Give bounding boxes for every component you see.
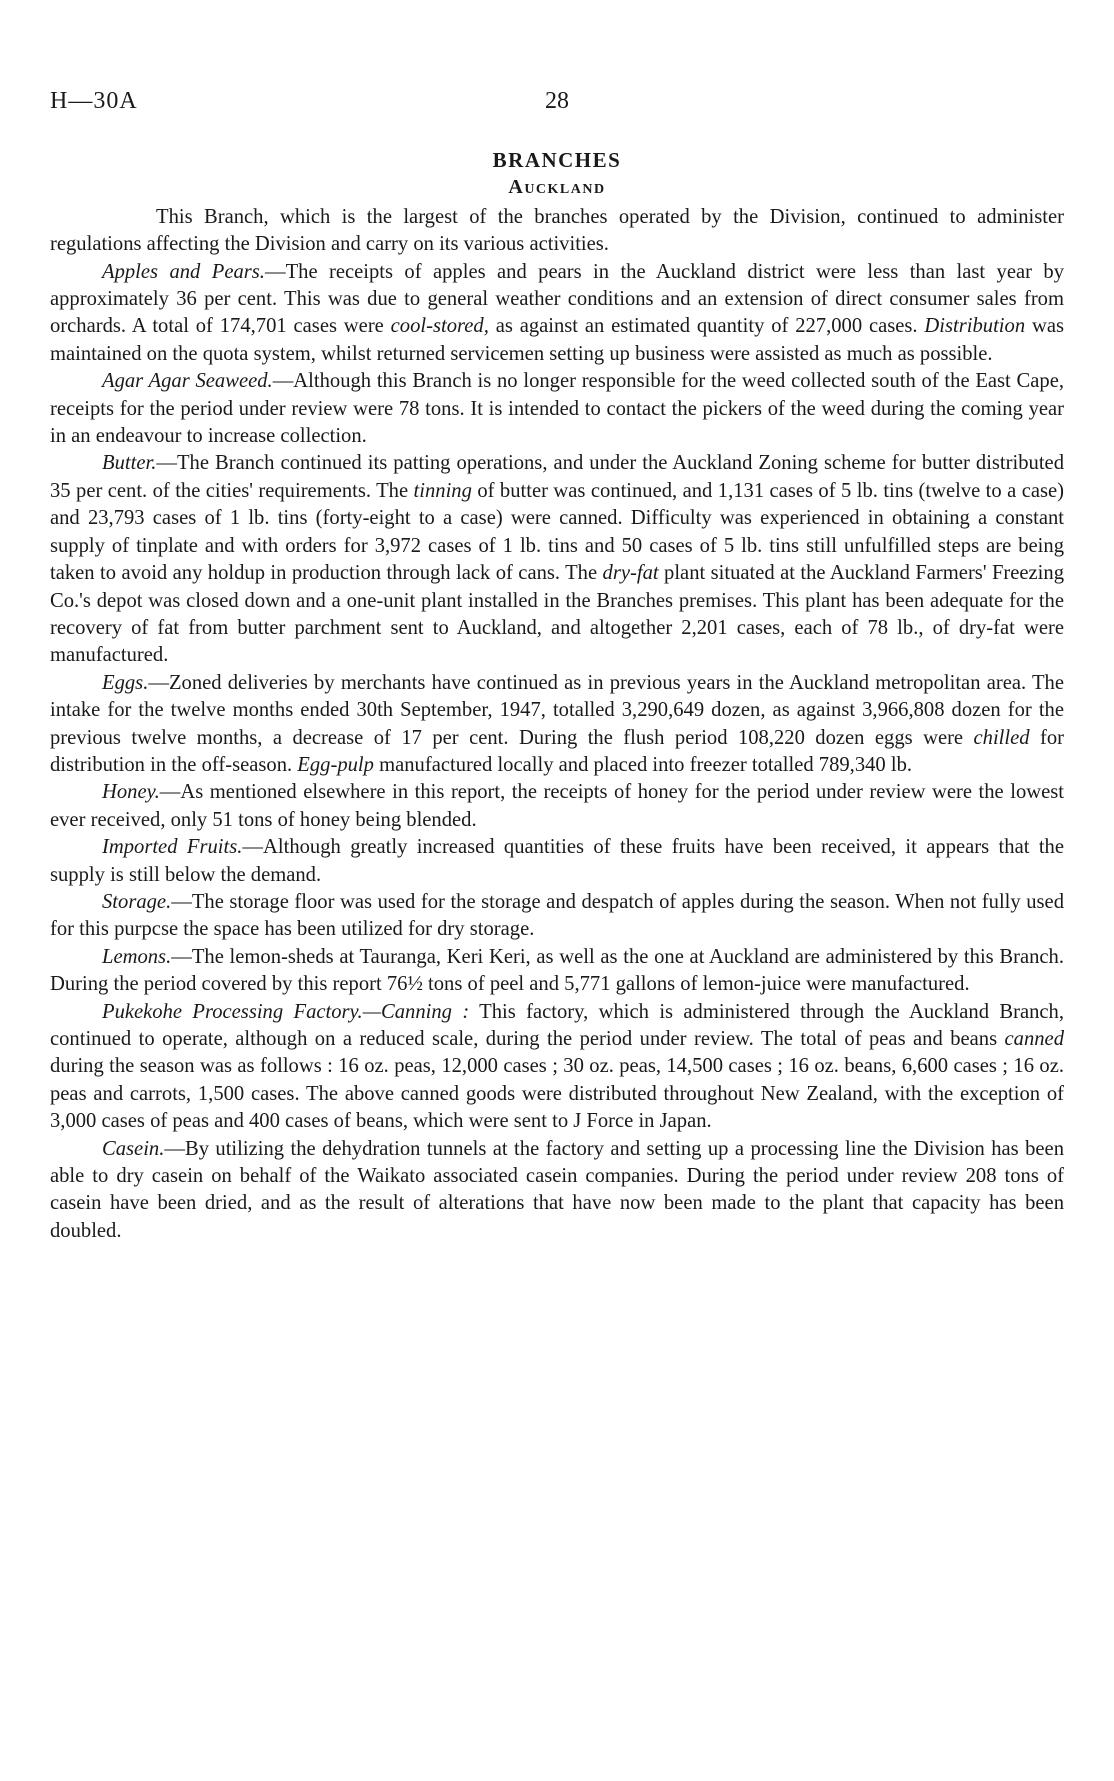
heading-butter: Butter. [102, 452, 157, 475]
page-number: 28 [545, 88, 569, 114]
section-title: BRANCHES [492, 148, 622, 172]
document-body [50, 147, 1064, 1245]
butter-text-3: plant situated at the Auckland Farmers' Freezing Co.'s depot was closed down and a one-unit plant installed in the Branches premises. This plant has been adequate for the recovery of fat from butter parchment sent to Auckland, and altogether 2,201 cases, each of 78 lb., of dry-fat were manufactured. [50, 562, 1064, 667]
heading-lemons: Lemons. [102, 945, 172, 968]
paragraph-intro: This Branch, which is the largest of the branches operated by the Division, continued to administer regulations affecting the Division and carry on its various activities. [50, 205, 1064, 256]
paragraph-pukekohe [50, 999, 1064, 1136]
butter-italic-2: dry-fat [602, 562, 659, 585]
heading-honey: Honey. [102, 781, 160, 804]
lemons-fraction: 76½ [386, 973, 423, 996]
heading-casein: Casein. [102, 1137, 165, 1160]
heading-agar: Agar Agar Seaweed. [102, 370, 273, 393]
storage-text: —The storage floor was used for the storage and despatch of apples during the season. When not fully used for this purpcse the space has been utilized for dry storage. [50, 890, 1064, 941]
butter-text-2: of butter was continued, and 1,131 cases of 5 lb. tins (twelve to a case) and 23,793 cases of 1 lb. tins (forty-eight to a case) were canned. Difficulty was experienced in obtaining a constant supply of tinplate and with orders for 3,972 cases of 1 lb. tins and 50 cases of 5 lb. tins still unfulfilled steps are being taken to avoid any holdup in production through lack of cans. The [50, 479, 1064, 585]
apples-text-3: was maintained on the quota system, whilst returned servicemen setting up business were assisted as much as possible. [50, 315, 1064, 365]
paragraph-storage [50, 889, 1064, 944]
apples-italic-2: Distribution [924, 315, 1026, 338]
paragraph-eggs [50, 670, 1064, 780]
lemons-text-2: tons of peel and 5,771 gallons of lemon-juice were manufactured. [422, 973, 970, 996]
pukekohe-italic-1: canned [1004, 1028, 1064, 1050]
subsection-title: Auckland [508, 176, 606, 199]
document-reference: H—30A [50, 88, 138, 114]
paragraph-apples [50, 259, 1064, 369]
eggs-italic-2: Egg-pulp [297, 753, 374, 776]
paragraph-agar [50, 368, 1064, 450]
paragraph-butter [50, 450, 1064, 669]
eggs-text-1: —Zoned deliveries by merchants have continued as in previous years in the Auckland metropolitan area. The intake for the twelve months ended 30th September, 1947, totalled 3,290,649 dozen, as against 3,966,808 dozen for the previous twelve months, a decrease of 17 per cent. During the flush period 108,220 dozen eggs were [50, 671, 1064, 749]
pukekohe-text-1: This factory, which is administered through the Auckland Branch, continued to operate, although on a reduced scale, during the period under review. The total of peas and beans [50, 1000, 1064, 1050]
heading-eggs: Eggs. [102, 671, 149, 694]
pukekohe-text-2: during the season was as follows : 16 oz. peas, 12,000 cases ; 30 oz. peas, 14,500 cases ; 16 oz. beans, 6,600 cases ; 16 oz. peas and carrots, 1,500 cases. The above canned goods were distributed throughout New Zealand, with the exception of 3,000 cases of peas and 400 cases of beans, which were sent to J Force in Japan. [50, 1055, 1064, 1133]
eggs-text-2: for distribution in the off-season. [50, 726, 1065, 776]
eggs-italic-1: chilled [973, 726, 1030, 749]
apples-text-2: as against an estimated quantity of 227,000 cases. [488, 315, 925, 338]
imported-fruits-text: —Although greatly increased quantities of these fruits have been received, it appears that the supply is still below the demand. [50, 836, 1064, 886]
page-header [50, 88, 1064, 118]
apples-text-1: —The receipts of apples and pears in the Auckland district were less than last year by approximately 36 per cent. This was due to general weather conditions and an extension of direct consumer sales from orchards. A total of 174,701 cases were [50, 260, 1065, 338]
apples-italic-1: cool-stored, [390, 315, 489, 338]
agar-text: —Although this Branch is no longer responsible for the weed collected south of the East Cape, receipts for the period under review were 78 tons. It is intended to contact the pickers of the weed during the coming year in an endeavour to increase collection. [50, 370, 1064, 448]
butter-italic-1: tinning [413, 479, 472, 502]
paragraph-casein [50, 1136, 1064, 1246]
heading-pukekohe: Pukekohe Processing Factory.—Canning : [102, 1000, 470, 1023]
paragraph-lemons [50, 944, 1064, 999]
paragraph-imported-fruits [50, 834, 1064, 889]
heading-storage: Storage. [102, 890, 172, 913]
butter-text-1: —The Branch continued its patting operations, and under the Auckland Zoning scheme for butter distributed 35 per cent. of the cities' requirements. The [50, 452, 1064, 502]
eggs-text-3: manufactured locally and placed into freezer totalled 789,340 lb. [373, 753, 913, 776]
casein-text: —By utilizing the dehydration tunnels at the factory and setting up a processing line the Division has been able to dry casein on behalf of the Waikato associated casein companies. During the period under review 208 tons of casein have been dried, and as the result of alterations that have now been made to the plant that capacity has been doubled. [50, 1137, 1064, 1242]
honey-text: —As mentioned elsewhere in this report, the receipts of honey for the period under review were the lowest ever received, only 51 tons of honey being blended. [50, 781, 1064, 831]
heading-imported-fruits: Imported Fruits. [102, 836, 243, 859]
heading-apples: Apples and Pears. [102, 260, 265, 283]
paragraph-honey [50, 779, 1064, 834]
lemons-text-1: —The lemon-sheds at Tauranga, Keri Keri, as well as the one at Auckland are administered by this Branch. During the period covered by this report [50, 945, 1064, 996]
